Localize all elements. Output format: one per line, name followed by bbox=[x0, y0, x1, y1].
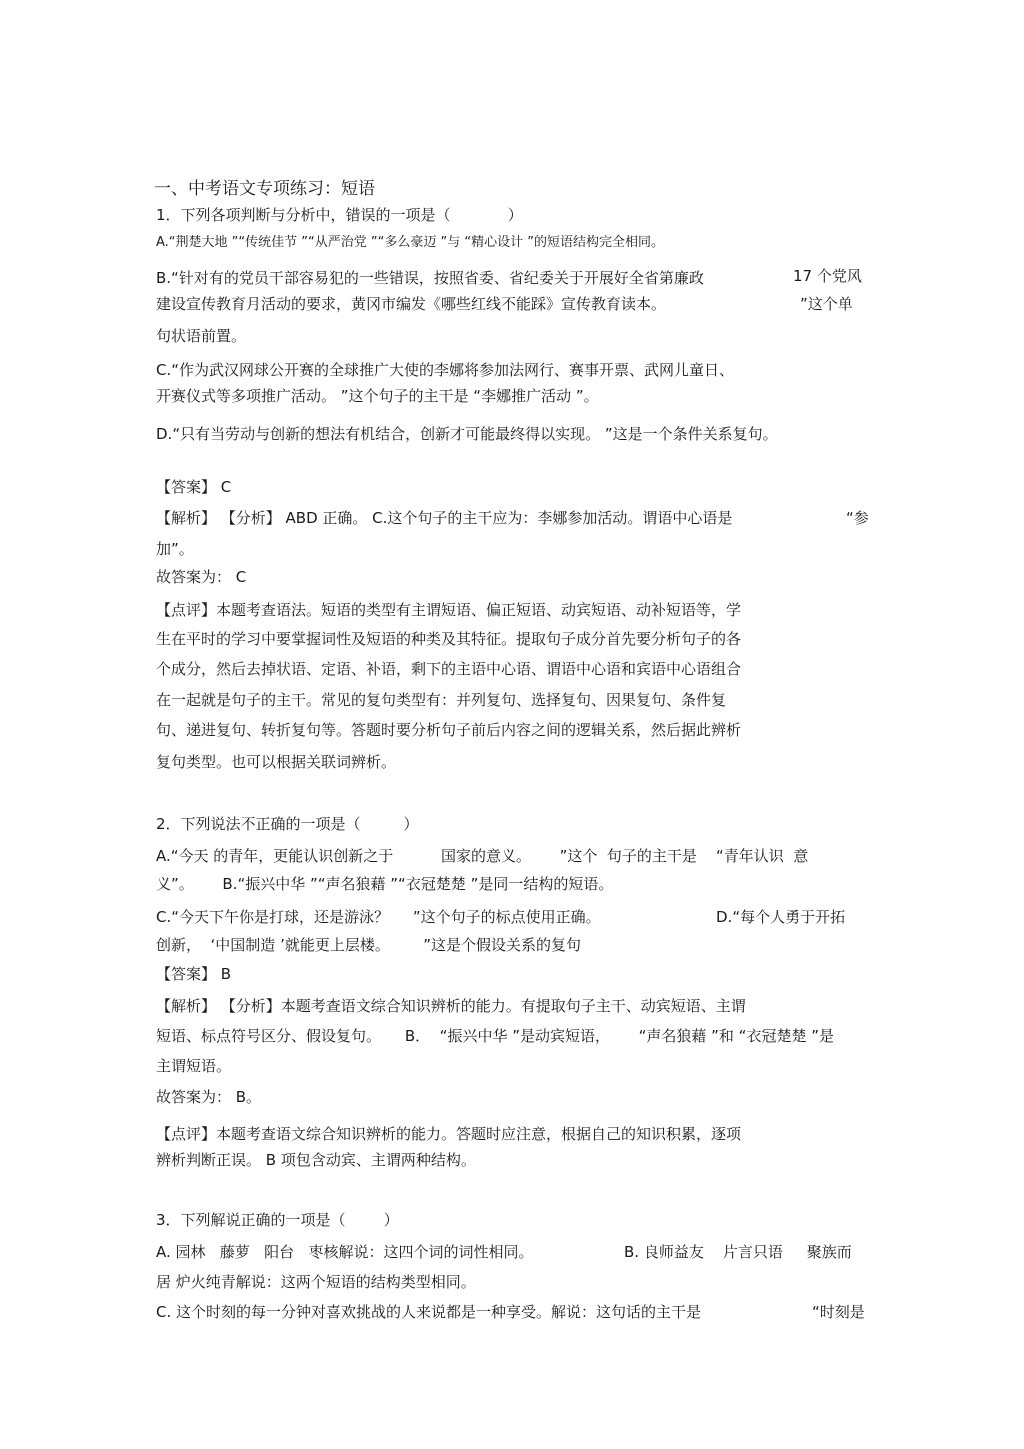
option-b-line-1: B. 良师益友 片言只语 聚族而 bbox=[624, 1243, 852, 1261]
option-b-line-1: B.“针对有的党员干部容易犯的一些错误，按照省委、省纪委关于开展好全省第廉政 bbox=[156, 269, 704, 287]
comment-line: 在一起就是句子的主干。常见的复句类型有：并列复句、选择复句、因果复句、条件复 bbox=[156, 691, 727, 709]
question-stem: 2．下列说法不正确的一项是（ ） bbox=[156, 815, 419, 833]
analysis-line-3: 主谓短语。 bbox=[156, 1057, 232, 1075]
comment-line: 复句类型。也可以根据关联词辨析。 bbox=[156, 753, 397, 771]
option-a-line-1: A.“今天 的青年，更能认识创新之于 国家的意义。 ”这个 句子的主干是 “青年认识 意 bbox=[156, 847, 809, 865]
final-answer: 故答案为： C bbox=[156, 568, 247, 586]
option-cd-line-2: 创新， ‘中国制造 ’就能更上层楼。 ”这是个假设关系的复句 bbox=[156, 936, 581, 954]
option-d: D.“只有当劳动与创新的想法有机结合，创新才可能最终得以实现。 ”这是一个条件关系复句。 bbox=[156, 425, 778, 443]
analysis-line-1: 【解析】 【分析】本题考查语文综合知识辨析的能力。有提取句子主干、动宾短语、主谓 bbox=[156, 997, 746, 1015]
answer: 【答案】 B bbox=[156, 965, 232, 983]
option-ab-line-2: 居 炉火纯青解说：这两个短语的结构类型相同。 bbox=[156, 1273, 476, 1291]
final-answer: 故答案为： B。 bbox=[156, 1088, 262, 1106]
option-b-line-1-tail: 17 个党风 bbox=[793, 267, 862, 285]
option-a: A.“荆楚大地 ”“传统佳节 ”“从严治党 ”“多么豪迈 ”与 “精心设计 ”的短语结构完全相同。 bbox=[156, 235, 664, 250]
option-d-line-1: D.“每个人勇于开拓 bbox=[716, 908, 846, 926]
analysis-line-2: 短语、标点符号区分、假设复句。 B． “振兴中华 ”是动宾短语， “声名狼藉 ”和 “衣冠楚楚 ”是 bbox=[156, 1027, 834, 1045]
option-c-line-1: C.“今天下午你是打球，还是游泳？ ”这个句子的标点使用正确。 bbox=[156, 908, 601, 926]
comment-line: 句、递进复句、转折复句等。答题时要分析句子前后内容之间的逻辑关系，然后据此辨析 bbox=[156, 721, 742, 739]
option-b-line-2-tail: ”这个单 bbox=[800, 295, 853, 313]
answer: 【答案】 C bbox=[156, 478, 232, 496]
question-stem: 3．下列解说正确的一项是（ ） bbox=[156, 1211, 399, 1229]
option-a-line-1: A. 园林 藤萝 阳台 枣核解说：这四个词的词性相同。 bbox=[156, 1243, 534, 1261]
comment-line-1: 【点评】本题考查语文综合知识辨析的能力。答题时应注意，根据自己的知识积累，逐项 bbox=[156, 1125, 742, 1143]
comment-line: 个成分，然后去掉状语、定语、补语，剩下的主语中心语、谓语中心语和宾语中心语组合 bbox=[156, 660, 742, 678]
option-b-line-2: 建设宣传教育月活动的要求，黄冈市编发《哪些红线不能踩》宣传教育读本。 bbox=[156, 295, 667, 313]
option-c-line-1-tail: “时刻是 bbox=[812, 1303, 865, 1321]
analysis-line-1: 【解析】 【分析】 ABD 正确。 C.这个句子的主干应为：李娜参加活动。谓语中心语是 bbox=[156, 509, 733, 527]
comment-line: 生在平时的学习中要掌握词性及短语的种类及其特征。提取句子成分首先要分析句子的各 bbox=[156, 630, 742, 648]
comment-line: 【点评】本题考查语法。短语的类型有主谓短语、偏正短语、动宾短语、动补短语等，学 bbox=[156, 601, 742, 619]
option-c-line-2: 开赛仪式等多项推广活动。 ”这个句子的主干是 “李娜推广活动 ”。 bbox=[156, 387, 599, 405]
analysis-line-2: 加”。 bbox=[156, 540, 194, 558]
section-title: 一、中考语文专项练习：短语 bbox=[154, 179, 375, 199]
option-c-line-1: C. 这个时刻的每一分钟对喜欢挑战的人来说都是一种享受。解说：这句话的主干是 bbox=[156, 1303, 702, 1321]
question-stem: 1．下列各项判断与分析中，错误的一项是（ ） bbox=[156, 206, 523, 224]
option-c-line-1: C.“作为武汉网球公开赛的全球推广大使的李娜将参加法网行、赛事开票、武网儿童日、 bbox=[156, 361, 735, 379]
analysis-line-1-tail: “参 bbox=[846, 509, 869, 527]
option-b-line-3: 句状语前置。 bbox=[156, 327, 247, 345]
option-a-line-2: 义”。 B.“振兴中华 ”“声名狼藉 ”“衣冠楚楚 ”是同一结构的短语。 bbox=[156, 875, 614, 893]
comment-line-2: 辨析判断正误。 B 项包含动宾、主谓两种结构。 bbox=[156, 1151, 476, 1169]
